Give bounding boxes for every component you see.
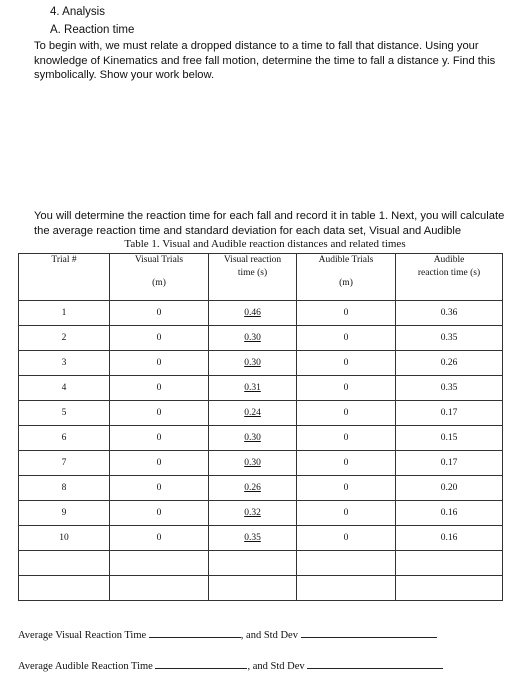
table-row bbox=[19, 426, 503, 451]
section-heading: 4. Analysis bbox=[50, 6, 105, 18]
table-row bbox=[19, 476, 503, 501]
header-audible-time-line2: reaction time (s) bbox=[417, 268, 481, 278]
trial-cell: 1 bbox=[19, 301, 110, 326]
header-audible-unit: (m) bbox=[339, 278, 353, 288]
header-trial-label: Trial # bbox=[51, 255, 77, 265]
table-row bbox=[19, 301, 503, 326]
table-row-empty bbox=[19, 576, 503, 601]
trial-cell: 9 bbox=[19, 501, 110, 526]
header-audible-time-line1: Audible bbox=[433, 255, 465, 265]
reaction-table bbox=[18, 253, 503, 601]
table-row bbox=[19, 501, 503, 526]
average-visual-label: Average Visual Reaction Time bbox=[18, 630, 147, 641]
audible-time-cell[interactable] bbox=[396, 576, 503, 601]
audible-time-cell[interactable]: 0.20 bbox=[396, 476, 503, 501]
header-audible-trials bbox=[297, 254, 396, 301]
audible-time-cell[interactable]: 0.36 bbox=[396, 301, 503, 326]
table-row bbox=[19, 526, 503, 551]
visual-distance-cell[interactable]: 0 bbox=[110, 301, 209, 326]
header-trial bbox=[19, 254, 110, 301]
trial-cell: 5 bbox=[19, 401, 110, 426]
audible-time-cell[interactable]: 0.26 bbox=[396, 351, 503, 376]
visual-time-cell[interactable]: 0.32 bbox=[209, 501, 297, 526]
average-audible-label: Average Audible Reaction Time bbox=[18, 661, 153, 672]
audible-time-cell[interactable] bbox=[396, 551, 503, 576]
audible-distance-cell[interactable] bbox=[297, 551, 396, 576]
table-header-row bbox=[19, 254, 503, 301]
audible-distance-cell[interactable]: 0 bbox=[297, 501, 396, 526]
audible-distance-cell[interactable]: 0 bbox=[297, 326, 396, 351]
audible-time-cell[interactable]: 0.17 bbox=[396, 451, 503, 476]
visual-time-cell[interactable]: 0.30 bbox=[209, 326, 297, 351]
visual-distance-cell[interactable]: 0 bbox=[110, 451, 209, 476]
table-row bbox=[19, 326, 503, 351]
average-visual-std-label: , and Std Dev bbox=[240, 630, 298, 641]
visual-distance-cell[interactable]: 0 bbox=[110, 476, 209, 501]
average-visual-blank[interactable] bbox=[149, 627, 241, 638]
trial-cell: 7 bbox=[19, 451, 110, 476]
audible-distance-cell[interactable] bbox=[297, 576, 396, 601]
audible-distance-cell[interactable]: 0 bbox=[297, 476, 396, 501]
visual-distance-cell[interactable]: 0 bbox=[110, 501, 209, 526]
audible-distance-cell[interactable]: 0 bbox=[297, 401, 396, 426]
audible-time-cell[interactable]: 0.15 bbox=[396, 426, 503, 451]
audible-distance-cell[interactable]: 0 bbox=[297, 301, 396, 326]
subsection-heading: A. Reaction time bbox=[50, 24, 135, 36]
average-audible-blank[interactable] bbox=[155, 658, 247, 669]
table-caption: Table 1. Visual and Audible reaction distances and related times bbox=[124, 238, 406, 250]
table-row-empty bbox=[19, 551, 503, 576]
instruction-paragraph: You will determine the reaction time for each fall and record it in table 1. Next, you will calculate the average reaction time and standard deviation for each data set, Visual and Audible bbox=[34, 210, 505, 237]
trial-cell: 4 bbox=[19, 376, 110, 401]
visual-distance-cell[interactable] bbox=[110, 576, 209, 601]
trial-cell: 10 bbox=[19, 526, 110, 551]
audible-time-cell[interactable]: 0.16 bbox=[396, 526, 503, 551]
work-area[interactable] bbox=[34, 100, 504, 200]
trial-cell: 2 bbox=[19, 326, 110, 351]
header-visual-time-line1: Visual reaction bbox=[223, 255, 282, 265]
audible-distance-cell[interactable]: 0 bbox=[297, 351, 396, 376]
audible-distance-cell[interactable]: 0 bbox=[297, 376, 396, 401]
visual-std-dev-blank[interactable] bbox=[301, 627, 437, 638]
table-row bbox=[19, 451, 503, 476]
table-row bbox=[19, 351, 503, 376]
audible-distance-cell[interactable]: 0 bbox=[297, 426, 396, 451]
visual-distance-cell[interactable]: 0 bbox=[110, 351, 209, 376]
visual-time-cell[interactable] bbox=[209, 576, 297, 601]
header-visual-time-line2: time (s) bbox=[237, 268, 268, 278]
visual-time-cell[interactable]: 0.26 bbox=[209, 476, 297, 501]
intro-paragraph: To begin with, we must relate a dropped distance to a time to fall that distance. Using your knowledge of Kinematics and free fall motion, determine the time to fall a distance y. Find this symbolically. Show your work below. bbox=[34, 40, 496, 81]
trial-cell: 8 bbox=[19, 476, 110, 501]
header-visual-time bbox=[209, 254, 297, 301]
visual-distance-cell[interactable]: 0 bbox=[110, 376, 209, 401]
average-visual-line bbox=[18, 627, 437, 641]
visual-distance-cell[interactable] bbox=[110, 551, 209, 576]
visual-time-cell[interactable]: 0.30 bbox=[209, 426, 297, 451]
visual-time-cell[interactable]: 0.30 bbox=[209, 451, 297, 476]
trial-cell[interactable] bbox=[19, 551, 110, 576]
audible-std-dev-blank[interactable] bbox=[307, 658, 443, 669]
table-row bbox=[19, 401, 503, 426]
visual-distance-cell[interactable]: 0 bbox=[110, 526, 209, 551]
visual-time-cell[interactable]: 0.30 bbox=[209, 351, 297, 376]
audible-time-cell[interactable]: 0.35 bbox=[396, 376, 503, 401]
visual-time-cell[interactable]: 0.46 bbox=[209, 301, 297, 326]
visual-distance-cell[interactable]: 0 bbox=[110, 326, 209, 351]
header-audible-trials-label: Audible Trials bbox=[318, 255, 374, 265]
audible-distance-cell[interactable]: 0 bbox=[297, 526, 396, 551]
header-visual-trials-label: Visual Trials bbox=[134, 255, 184, 265]
visual-time-cell[interactable] bbox=[209, 551, 297, 576]
audible-time-cell[interactable]: 0.17 bbox=[396, 401, 503, 426]
visual-time-cell[interactable]: 0.24 bbox=[209, 401, 297, 426]
header-visual-trials bbox=[110, 254, 209, 301]
header-visual-unit: (m) bbox=[152, 278, 166, 288]
audible-time-cell[interactable]: 0.35 bbox=[396, 326, 503, 351]
visual-time-cell[interactable]: 0.31 bbox=[209, 376, 297, 401]
average-audible-line bbox=[18, 658, 443, 672]
average-audible-std-label: , and Std Dev bbox=[247, 661, 305, 672]
visual-time-cell[interactable]: 0.35 bbox=[209, 526, 297, 551]
trial-cell: 6 bbox=[19, 426, 110, 451]
visual-distance-cell[interactable]: 0 bbox=[110, 401, 209, 426]
audible-distance-cell[interactable]: 0 bbox=[297, 451, 396, 476]
audible-time-cell[interactable]: 0.16 bbox=[396, 501, 503, 526]
visual-distance-cell[interactable]: 0 bbox=[110, 426, 209, 451]
trial-cell: 3 bbox=[19, 351, 110, 376]
header-audible-time bbox=[396, 254, 503, 301]
table-row bbox=[19, 376, 503, 401]
trial-cell[interactable] bbox=[19, 576, 110, 601]
